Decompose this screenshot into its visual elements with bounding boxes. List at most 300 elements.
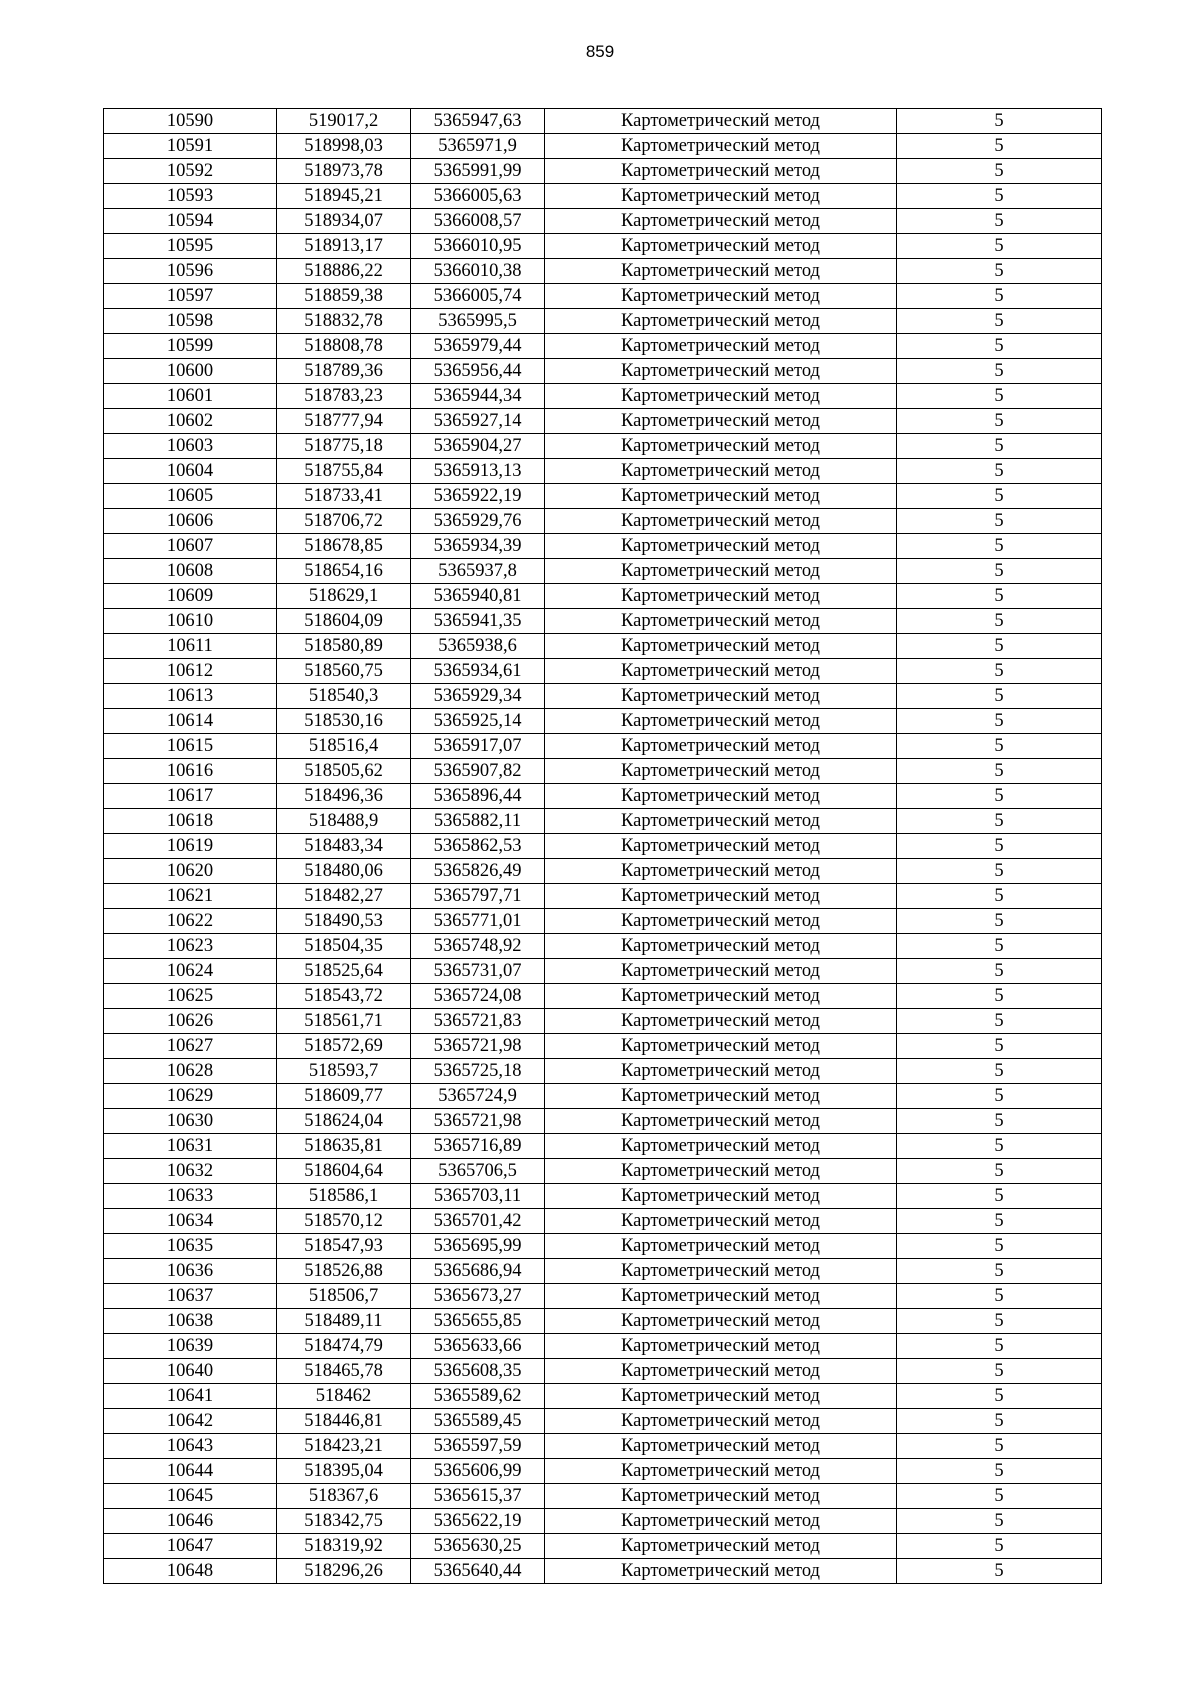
accuracy-cell: 5 [897,1334,1102,1359]
table-row [104,634,1102,659]
y-coordinate-cell: 5365724,08 [411,984,545,1009]
x-coordinate-cell: 518506,7 [277,1284,411,1309]
table-row [104,1184,1102,1209]
x-coordinate-cell: 518516,4 [277,734,411,759]
method-cell: Картометрический метод [545,1084,897,1109]
x-coordinate-cell: 518624,04 [277,1109,411,1134]
x-coordinate-cell: 518973,78 [277,159,411,184]
y-coordinate-cell: 5365991,99 [411,159,545,184]
method-cell: Картометрический метод [545,1384,897,1409]
accuracy-cell: 5 [897,1059,1102,1084]
point-number-cell: 10598 [104,309,277,334]
y-coordinate-cell: 5365979,44 [411,334,545,359]
method-cell: Картометрический метод [545,384,897,409]
accuracy-cell: 5 [897,784,1102,809]
table-row [104,559,1102,584]
y-coordinate-cell: 5366005,74 [411,284,545,309]
accuracy-cell: 5 [897,1009,1102,1034]
point-number-cell: 10633 [104,1184,277,1209]
method-cell: Картометрический метод [545,434,897,459]
y-coordinate-cell: 5365971,9 [411,134,545,159]
table-row [104,1384,1102,1409]
method-cell: Картометрический метод [545,784,897,809]
accuracy-cell: 5 [897,534,1102,559]
y-coordinate-cell: 5365725,18 [411,1059,545,1084]
point-number-cell: 10606 [104,509,277,534]
point-number-cell: 10648 [104,1559,277,1584]
table-row [104,709,1102,734]
accuracy-cell: 5 [897,1459,1102,1484]
point-number-cell: 10608 [104,559,277,584]
accuracy-cell: 5 [897,334,1102,359]
table-row [104,659,1102,684]
x-coordinate-cell: 518629,1 [277,584,411,609]
point-number-cell: 10613 [104,684,277,709]
accuracy-cell: 5 [897,234,1102,259]
accuracy-cell: 5 [897,809,1102,834]
point-number-cell: 10627 [104,1034,277,1059]
point-number-cell: 10631 [104,1134,277,1159]
point-number-cell: 10612 [104,659,277,684]
table-row [104,1109,1102,1134]
accuracy-cell: 5 [897,259,1102,284]
accuracy-cell: 5 [897,1109,1102,1134]
point-number-cell: 10619 [104,834,277,859]
method-cell: Картометрический метод [545,409,897,434]
point-number-cell: 10642 [104,1409,277,1434]
point-number-cell: 10645 [104,1484,277,1509]
accuracy-cell: 5 [897,1259,1102,1284]
method-cell: Картометрический метод [545,859,897,884]
accuracy-cell: 5 [897,984,1102,1009]
x-coordinate-cell: 518586,1 [277,1184,411,1209]
x-coordinate-cell: 518934,07 [277,209,411,234]
y-coordinate-cell: 5366005,63 [411,184,545,209]
x-coordinate-cell: 518465,78 [277,1359,411,1384]
accuracy-cell: 5 [897,1434,1102,1459]
point-number-cell: 10623 [104,934,277,959]
x-coordinate-cell: 518678,85 [277,534,411,559]
x-coordinate-cell: 518462 [277,1384,411,1409]
table-row [104,409,1102,434]
method-cell: Картометрический метод [545,659,897,684]
method-cell: Картометрический метод [545,1434,897,1459]
point-number-cell: 10610 [104,609,277,634]
point-number-cell: 10637 [104,1284,277,1309]
method-cell: Картометрический метод [545,1359,897,1384]
x-coordinate-cell: 518593,7 [277,1059,411,1084]
x-coordinate-cell: 518543,72 [277,984,411,1009]
accuracy-cell: 5 [897,659,1102,684]
table-row [104,1134,1102,1159]
table-row [104,859,1102,884]
method-cell: Картометрический метод [545,1309,897,1334]
accuracy-cell: 5 [897,1309,1102,1334]
y-coordinate-cell: 5365917,07 [411,734,545,759]
x-coordinate-cell: 519017,2 [277,109,411,134]
x-coordinate-cell: 518859,38 [277,284,411,309]
x-coordinate-cell: 518609,77 [277,1084,411,1109]
y-coordinate-cell: 5365655,85 [411,1309,545,1334]
point-number-cell: 10634 [104,1209,277,1234]
accuracy-cell: 5 [897,484,1102,509]
point-number-cell: 10591 [104,134,277,159]
point-number-cell: 10590 [104,109,277,134]
table-row [104,1159,1102,1184]
method-cell: Картометрический метод [545,1509,897,1534]
accuracy-cell: 5 [897,359,1102,384]
point-number-cell: 10638 [104,1309,277,1334]
point-number-cell: 10646 [104,1509,277,1534]
table-row [104,334,1102,359]
x-coordinate-cell: 518808,78 [277,334,411,359]
point-number-cell: 10601 [104,384,277,409]
x-coordinate-cell: 518526,88 [277,1259,411,1284]
table-row [104,1059,1102,1084]
x-coordinate-cell: 518570,12 [277,1209,411,1234]
accuracy-cell: 5 [897,909,1102,934]
point-number-cell: 10635 [104,1234,277,1259]
method-cell: Картометрический метод [545,984,897,1009]
y-coordinate-cell: 5366010,95 [411,234,545,259]
accuracy-cell: 5 [897,634,1102,659]
method-cell: Картометрический метод [545,1034,897,1059]
table-row [104,534,1102,559]
x-coordinate-cell: 518296,26 [277,1559,411,1584]
y-coordinate-cell: 5365913,13 [411,459,545,484]
y-coordinate-cell: 5365922,19 [411,484,545,509]
x-coordinate-cell: 518572,69 [277,1034,411,1059]
table-row [104,184,1102,209]
accuracy-cell: 5 [897,559,1102,584]
y-coordinate-cell: 5365597,59 [411,1434,545,1459]
y-coordinate-cell: 5365944,34 [411,384,545,409]
point-number-cell: 10609 [104,584,277,609]
method-cell: Картометрический метод [545,1209,897,1234]
point-number-cell: 10604 [104,459,277,484]
accuracy-cell: 5 [897,109,1102,134]
table-row [104,284,1102,309]
y-coordinate-cell: 5365731,07 [411,959,545,984]
x-coordinate-cell: 518496,36 [277,784,411,809]
x-coordinate-cell: 518604,09 [277,609,411,634]
method-cell: Картометрический метод [545,734,897,759]
table-row [104,1084,1102,1109]
accuracy-cell: 5 [897,1084,1102,1109]
table-row [104,934,1102,959]
table-row [104,584,1102,609]
accuracy-cell: 5 [897,759,1102,784]
x-coordinate-cell: 518886,22 [277,259,411,284]
table-row [104,1434,1102,1459]
method-cell: Картометрический метод [545,309,897,334]
point-number-cell: 10639 [104,1334,277,1359]
point-number-cell: 10607 [104,534,277,559]
accuracy-cell: 5 [897,734,1102,759]
method-cell: Картометрический метод [545,484,897,509]
x-coordinate-cell: 518342,75 [277,1509,411,1534]
accuracy-cell: 5 [897,284,1102,309]
method-cell: Картометрический метод [545,1559,897,1584]
x-coordinate-cell: 518775,18 [277,434,411,459]
y-coordinate-cell: 5365686,94 [411,1259,545,1284]
accuracy-cell: 5 [897,159,1102,184]
method-cell: Картометрический метод [545,334,897,359]
table-row [104,1559,1102,1584]
method-cell: Картометрический метод [545,1534,897,1559]
table-row [104,359,1102,384]
x-coordinate-cell: 518547,93 [277,1234,411,1259]
y-coordinate-cell: 5365716,89 [411,1134,545,1159]
table-row [104,1284,1102,1309]
y-coordinate-cell: 5365941,35 [411,609,545,634]
y-coordinate-cell: 5365937,8 [411,559,545,584]
table-row [104,1259,1102,1284]
y-coordinate-cell: 5365956,44 [411,359,545,384]
table-row [104,734,1102,759]
point-number-cell: 10599 [104,334,277,359]
accuracy-cell: 5 [897,1409,1102,1434]
accuracy-cell: 5 [897,409,1102,434]
y-coordinate-cell: 5365695,99 [411,1234,545,1259]
method-cell: Картометрический метод [545,609,897,634]
point-number-cell: 10643 [104,1434,277,1459]
x-coordinate-cell: 518604,64 [277,1159,411,1184]
accuracy-cell: 5 [897,934,1102,959]
method-cell: Картометрический метод [545,1259,897,1284]
accuracy-cell: 5 [897,684,1102,709]
x-coordinate-cell: 518945,21 [277,184,411,209]
point-number-cell: 10624 [104,959,277,984]
x-coordinate-cell: 518490,53 [277,909,411,934]
point-number-cell: 10632 [104,1159,277,1184]
method-cell: Картометрический метод [545,959,897,984]
y-coordinate-cell: 5365622,19 [411,1509,545,1534]
table-row [104,459,1102,484]
point-number-cell: 10626 [104,1009,277,1034]
x-coordinate-cell: 518474,79 [277,1334,411,1359]
x-coordinate-cell: 518319,92 [277,1534,411,1559]
point-number-cell: 10630 [104,1109,277,1134]
method-cell: Картометрический метод [545,559,897,584]
table-row [104,1459,1102,1484]
method-cell: Картометрический метод [545,1284,897,1309]
y-coordinate-cell: 5365904,27 [411,434,545,459]
x-coordinate-cell: 518540,3 [277,684,411,709]
point-number-cell: 10596 [104,259,277,284]
accuracy-cell: 5 [897,1209,1102,1234]
method-cell: Картометрический метод [545,909,897,934]
y-coordinate-cell: 5366008,57 [411,209,545,234]
accuracy-cell: 5 [897,509,1102,534]
table-row [104,134,1102,159]
method-cell: Картометрический метод [545,184,897,209]
point-number-cell: 10618 [104,809,277,834]
table-row [104,909,1102,934]
x-coordinate-cell: 518580,89 [277,634,411,659]
table-row [104,1409,1102,1434]
x-coordinate-cell: 518777,94 [277,409,411,434]
method-cell: Картометрический метод [545,1109,897,1134]
table-row [104,1359,1102,1384]
method-cell: Картометрический метод [545,534,897,559]
point-number-cell: 10621 [104,884,277,909]
method-cell: Картометрический метод [545,1159,897,1184]
point-number-cell: 10611 [104,634,277,659]
y-coordinate-cell: 5365927,14 [411,409,545,434]
accuracy-cell: 5 [897,859,1102,884]
x-coordinate-cell: 518480,06 [277,859,411,884]
method-cell: Картометрический метод [545,684,897,709]
table-row [104,1034,1102,1059]
table-row [104,109,1102,134]
y-coordinate-cell: 5365630,25 [411,1534,545,1559]
y-coordinate-cell: 5365797,71 [411,884,545,909]
method-cell: Картометрический метод [545,709,897,734]
y-coordinate-cell: 5365934,39 [411,534,545,559]
table-row [104,1334,1102,1359]
method-cell: Картометрический метод [545,1409,897,1434]
table-row [104,959,1102,984]
x-coordinate-cell: 518505,62 [277,759,411,784]
x-coordinate-cell: 518483,34 [277,834,411,859]
point-number-cell: 10641 [104,1384,277,1409]
x-coordinate-cell: 518560,75 [277,659,411,684]
accuracy-cell: 5 [897,309,1102,334]
y-coordinate-cell: 5366010,38 [411,259,545,284]
y-coordinate-cell: 5365721,98 [411,1109,545,1134]
x-coordinate-cell: 518446,81 [277,1409,411,1434]
y-coordinate-cell: 5365633,66 [411,1334,545,1359]
y-coordinate-cell: 5365703,11 [411,1184,545,1209]
point-number-cell: 10595 [104,234,277,259]
table-row [104,1484,1102,1509]
point-number-cell: 10647 [104,1534,277,1559]
y-coordinate-cell: 5365929,76 [411,509,545,534]
method-cell: Картометрический метод [545,884,897,909]
point-number-cell: 10629 [104,1084,277,1109]
y-coordinate-cell: 5365615,37 [411,1484,545,1509]
table-row [104,209,1102,234]
method-cell: Картометрический метод [545,509,897,534]
table-row [104,834,1102,859]
table-row [104,984,1102,1009]
x-coordinate-cell: 518488,9 [277,809,411,834]
x-coordinate-cell: 518367,6 [277,1484,411,1509]
method-cell: Картометрический метод [545,1059,897,1084]
table-row [104,1309,1102,1334]
y-coordinate-cell: 5365721,98 [411,1034,545,1059]
table-row [104,684,1102,709]
accuracy-cell: 5 [897,1134,1102,1159]
point-number-cell: 10614 [104,709,277,734]
table-row [104,809,1102,834]
point-number-cell: 10600 [104,359,277,384]
method-cell: Картометрический метод [545,234,897,259]
method-cell: Картометрический метод [545,759,897,784]
point-number-cell: 10628 [104,1059,277,1084]
point-number-cell: 10605 [104,484,277,509]
accuracy-cell: 5 [897,1484,1102,1509]
accuracy-cell: 5 [897,609,1102,634]
table-row [104,609,1102,634]
point-number-cell: 10644 [104,1459,277,1484]
x-coordinate-cell: 518783,23 [277,384,411,409]
table-row [104,434,1102,459]
table-row [104,384,1102,409]
table-row [104,259,1102,284]
y-coordinate-cell: 5365608,35 [411,1359,545,1384]
x-coordinate-cell: 518395,04 [277,1459,411,1484]
table-row [104,509,1102,534]
x-coordinate-cell: 518482,27 [277,884,411,909]
method-cell: Картометрический метод [545,1234,897,1259]
accuracy-cell: 5 [897,884,1102,909]
y-coordinate-cell: 5365896,44 [411,784,545,809]
x-coordinate-cell: 518733,41 [277,484,411,509]
method-cell: Картометрический метод [545,634,897,659]
point-number-cell: 10620 [104,859,277,884]
method-cell: Картометрический метод [545,584,897,609]
method-cell: Картометрический метод [545,459,897,484]
method-cell: Картометрический метод [545,1459,897,1484]
point-number-cell: 10592 [104,159,277,184]
x-coordinate-cell: 518635,81 [277,1134,411,1159]
x-coordinate-cell: 518913,17 [277,234,411,259]
x-coordinate-cell: 518561,71 [277,1009,411,1034]
y-coordinate-cell: 5365947,63 [411,109,545,134]
method-cell: Картометрический метод [545,134,897,159]
method-cell: Картометрический метод [545,159,897,184]
method-cell: Картометрический метод [545,284,897,309]
y-coordinate-cell: 5365673,27 [411,1284,545,1309]
table-row [104,234,1102,259]
y-coordinate-cell: 5365589,62 [411,1384,545,1409]
method-cell: Картометрический метод [545,359,897,384]
y-coordinate-cell: 5365701,42 [411,1209,545,1234]
x-coordinate-cell: 518755,84 [277,459,411,484]
method-cell: Картометрический метод [545,1184,897,1209]
point-number-cell: 10593 [104,184,277,209]
y-coordinate-cell: 5365995,5 [411,309,545,334]
point-number-cell: 10594 [104,209,277,234]
accuracy-cell: 5 [897,834,1102,859]
point-number-cell: 10597 [104,284,277,309]
point-number-cell: 10625 [104,984,277,1009]
y-coordinate-cell: 5365771,01 [411,909,545,934]
method-cell: Картометрический метод [545,1134,897,1159]
table-row [104,1534,1102,1559]
point-number-cell: 10616 [104,759,277,784]
table-row [104,1509,1102,1534]
method-cell: Картометрический метод [545,834,897,859]
accuracy-cell: 5 [897,1184,1102,1209]
accuracy-cell: 5 [897,1234,1102,1259]
accuracy-cell: 5 [897,459,1102,484]
y-coordinate-cell: 5365934,61 [411,659,545,684]
y-coordinate-cell: 5365589,45 [411,1409,545,1434]
table-row [104,1009,1102,1034]
method-cell: Картометрический метод [545,809,897,834]
accuracy-cell: 5 [897,709,1102,734]
accuracy-cell: 5 [897,384,1102,409]
y-coordinate-cell: 5365882,11 [411,809,545,834]
table-row [104,1209,1102,1234]
table-row [104,759,1102,784]
method-cell: Картометрический метод [545,259,897,284]
table-row [104,484,1102,509]
method-cell: Картометрический метод [545,209,897,234]
